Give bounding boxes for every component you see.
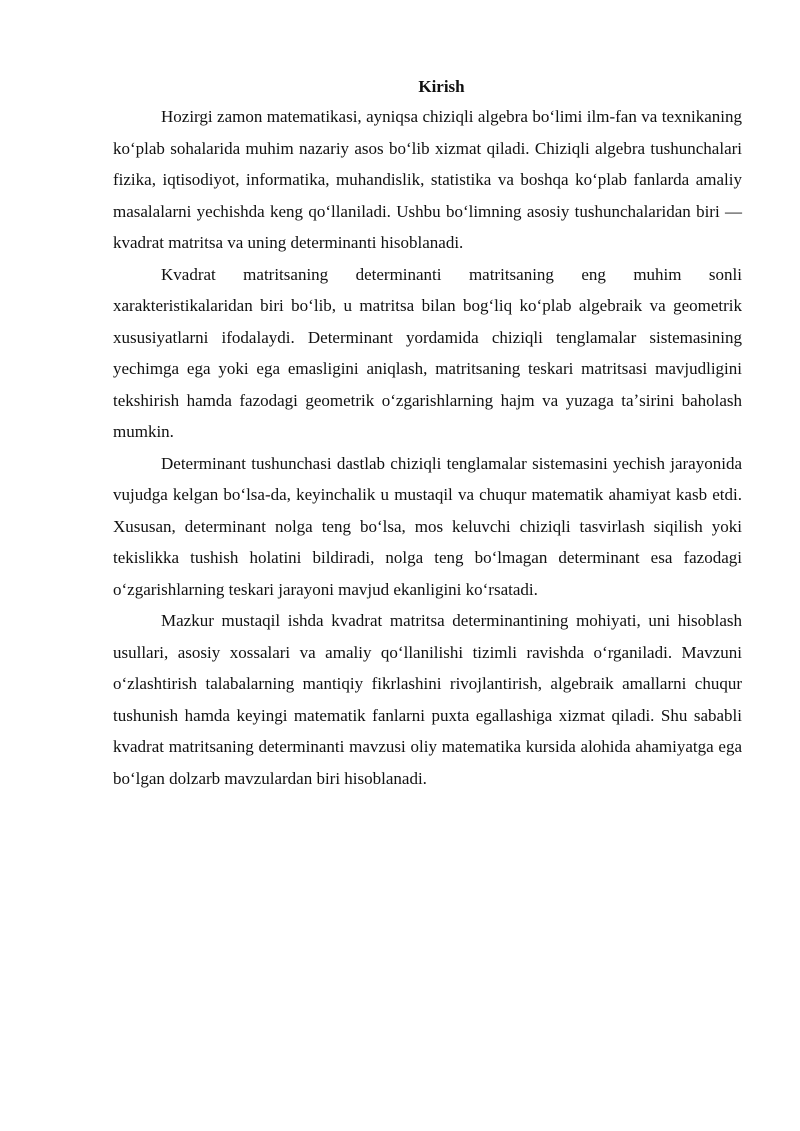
paragraph-2: Kvadrat matritsaning determinanti matritsaning eng muhim sonli xarakteristikalaridan biri boʻlib, u matritsa bilan bogʻliq koʻplab algebraik va geometrik xususiyatlarni ifodalaydi. Determinant yordamida chiziqli tenglamalar sistemasining yechimga ega yoki ega emasligini aniqlash, matritsaning teskari matritsasi mavjudligini tekshirish hamda fazodagi geometrik oʻzgarishlarning hajm va yuzaga taʼsirini baholash mumkin. [113, 264, 742, 441]
paragraph-3: Determinant tushunchasi dastlab chiziqli tenglamalar sistemasini yechish jarayonida vujudga kelgan boʻlsa-da, keyinchalik u mustaqil va chuqur matematik ahamiyat kasb etdi. Xususan, determinant nolga teng boʻlsa, mos keluvchi chiziqli tasvirlash siqilish yoki tekislikka tushish holatini bildiradi, nolga teng boʻlmagan determinant esa fazodagi oʻzgarishlarning teskari jarayoni mavjud ekanligini koʻrsatadi. [113, 453, 742, 599]
paragraph-1: Hozirgi zamon matematikasi, ayniqsa chiziqli algebra boʻlimi ilm-fan va texnikaning koʻplab sohalarida muhim nazariy asos boʻlib xizmat qiladi. Chiziqli algebra tushunchalari fizika, iqtisodiyot, informatika, muhandislik, statistika va boshqa koʻplab fanlarda amaliy masalalarni yechishda keng qoʻllaniladi. Ushbu boʻlimning asosiy tushunchalaridan biri — kvadrat matritsa va uning determinanti hisoblanadi. [113, 107, 742, 252]
section-title: Kirish [418, 77, 465, 96]
document-page [113, 74, 742, 794]
paragraph-4: Mazkur mustaqil ishda kvadrat matritsa determinantining mohiyati, uni hisoblash usullari, asosiy xossalari va amaliy qoʻllanilishi tizimli ravishda oʻrganiladi. Mavzuni oʻzlashtirish talabalarning mantiqiy fikrlashini rivojlantirish, algebraik amallarni chuqur tushunish hamda keyingi matematik fanlarni puxta egallashiga xizmat qiladi. Shu sababli kvadrat matritsaning determinanti mavzusi oliy matematika kursida alohida ahamiyatga ega boʻlgan dolzarb mavzulardan biri hisoblanadi. [113, 611, 742, 788]
